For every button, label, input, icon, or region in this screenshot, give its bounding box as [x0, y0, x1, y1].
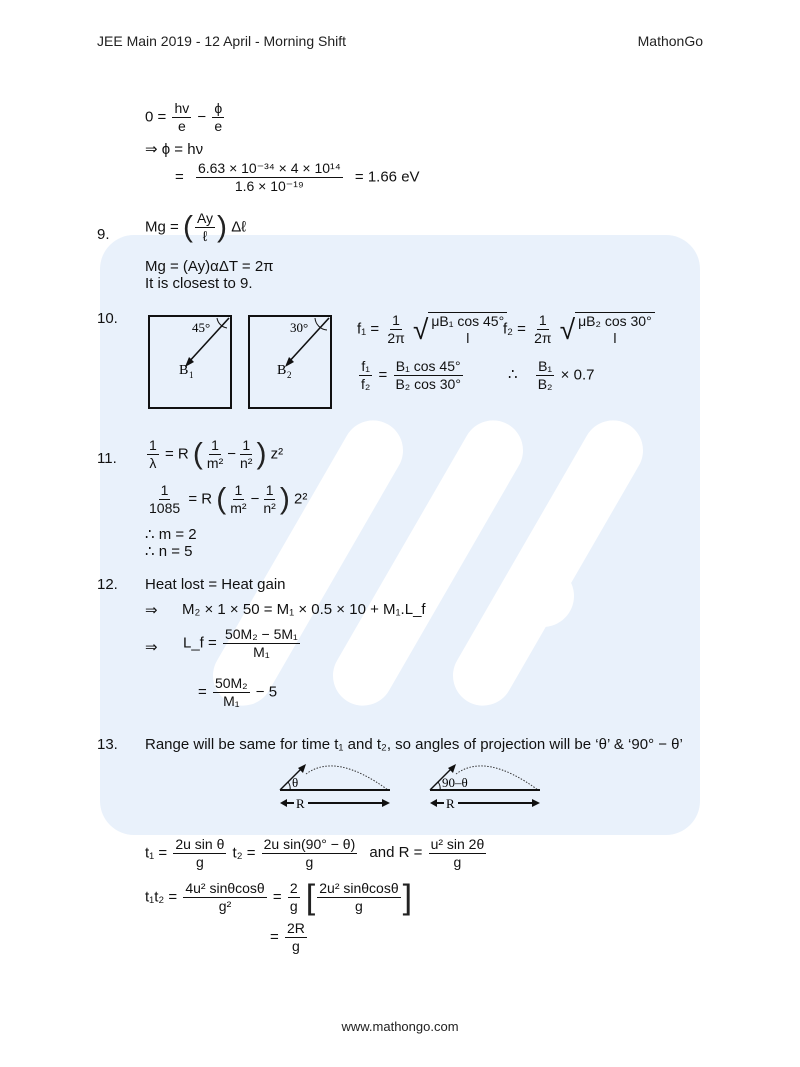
question-number-11: 11.	[97, 450, 117, 467]
q11-line-4: ∴ n = 5	[145, 543, 193, 560]
q8-line-2: ⇒ ϕ = hν	[145, 141, 204, 158]
svg-text:45°: 45°	[192, 320, 211, 335]
watermark-dot	[512, 565, 574, 627]
svg-text:1: 1	[189, 370, 194, 380]
question-number-10: 10.	[97, 310, 118, 327]
q9-line-3: It is closest to 9.	[145, 275, 253, 292]
q10-result: ∴ $\frac{\text{B₁}}{\text{B₂}}$ × 0.7	[508, 358, 595, 392]
q12-line-4: = $\frac{\text{50M₂}}{\text{M₁}}$ − 5	[198, 675, 278, 709]
projectile-diagrams	[276, 758, 546, 810]
svg-text:90–θ: 90–θ	[442, 775, 468, 790]
q10-f2-formula: f₂ = $\frac{1}{2\pi}$ √ μB₂ cos 30° l	[503, 312, 655, 347]
svg-text:B: B	[277, 363, 287, 378]
svg-text:2: 2	[287, 370, 292, 380]
q13-product-formula: t₁t₂ = $\frac{\text{4u² sinθcosθ}}{\text{g²}}$ = $\frac{2}{g}$ [ $\frac{\text{2u² sinθcosθ}}{g}$ ]	[145, 878, 413, 917]
svg-text:R: R	[296, 796, 305, 810]
question-number-9: 9.	[97, 226, 110, 243]
q9-line-2: Mg = (Ay)αΔT = 2π	[145, 258, 274, 275]
svg-text:B: B	[179, 363, 189, 378]
svg-text:R: R	[446, 796, 455, 810]
fraction: $\frac{\phi}{e}$	[214, 100, 223, 134]
brand-name: MathonGo	[637, 33, 703, 49]
q13-statement: Range will be same for time t₁ and t₂, so angles of projection will be ‘θ’ & ‘90° − θ’	[145, 736, 683, 753]
fraction: $\frac{hv}{e}$	[174, 100, 190, 134]
q12-line-3: L_f = $\frac{\text{50M₂ − 5M₁}}{\text{M₁}}$	[183, 626, 298, 660]
q12-line-2: M₂ × 1 × 50 = M₁ × 0.5 × 10 + M₁.L_f	[182, 601, 426, 618]
q13-final: = $\frac{2R}{g}$	[270, 920, 305, 954]
q12-arrow-1: ⇒	[145, 602, 158, 619]
q11-line-2: $\frac{1}{1085}$ = R ( $\frac{1}{\text{m²}}$ − $\frac{1}{\text{n²}}$ ) 2²	[149, 482, 308, 516]
q11-line-3: ∴ m = 2	[145, 526, 197, 543]
q9-line-1: Mg = ( $\frac{Ay}{\text{ℓ}}$ ) Δℓ	[145, 210, 247, 244]
q8-line-3: = $\frac{\text{6.63 × 10⁻³⁴ × 4 × 10¹⁴}}{\text{1.6 × 10⁻¹⁹}}$ = 1.66 eV	[175, 160, 420, 194]
document-title: JEE Main 2019 - 12 April - Morning Shift	[97, 33, 347, 49]
magnetic-field-diagrams	[145, 312, 335, 412]
q10-ratio: $\frac{\text{f₁}}{\text{f₂}}$ = $\frac{\text{B₁ cos 45°}}{\text{B₂ cos 30°}}$	[361, 358, 461, 392]
q10-f1-formula: f₁ = $\frac{1}{2\pi}$ √ μB₁ cos 45° l	[357, 312, 507, 347]
q8-line-1: 0 = $\frac{hv}{e}$ − $\frac{\phi}{e}$	[145, 100, 223, 134]
q11-line-1: $\frac{1}{\lambda}$ = R ( $\frac{1}{\text{m²}}$ − $\frac{1}{\text{n²}}$ ) z²	[149, 437, 284, 471]
footer-url[interactable]: www.mathongo.com	[341, 1019, 459, 1034]
q12-line-1: Heat lost = Heat gain	[145, 576, 286, 593]
q12-arrow-2: ⇒	[145, 639, 158, 656]
svg-text:30°: 30°	[290, 320, 309, 335]
question-number-12: 12.	[97, 576, 118, 593]
q13-times-formula: t₁ = $\frac{\text{2u sin θ}}{g}$ t₂ = $\frac{\text{2u sin(90° − θ)}}{g}$ and R = $\frac{\text{u² sin 2θ}}{g}$	[145, 836, 485, 870]
question-number-13: 13.	[97, 736, 118, 753]
svg-text:θ: θ	[292, 775, 299, 790]
